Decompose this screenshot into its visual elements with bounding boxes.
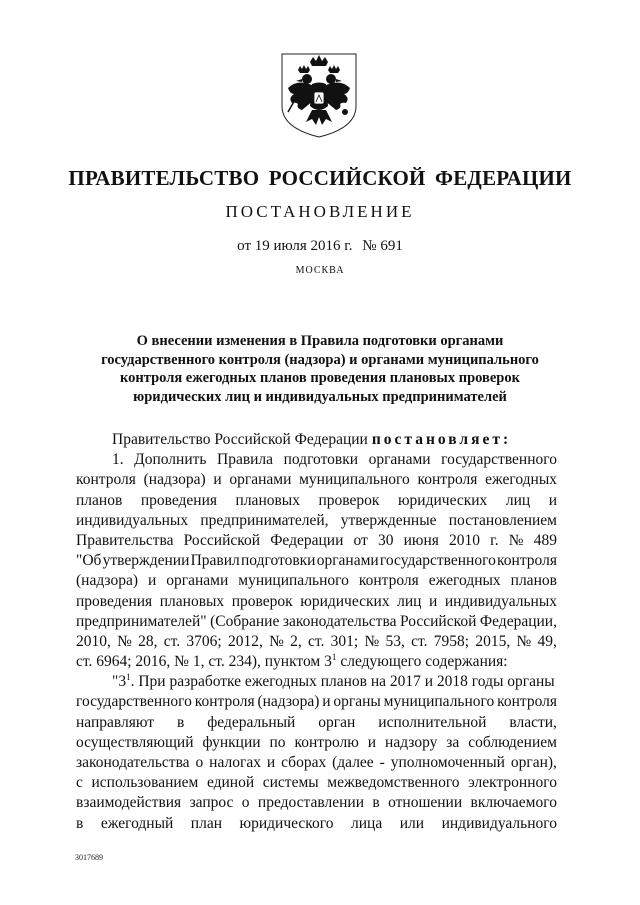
- word: 301;: [330, 632, 359, 650]
- word: плановых: [159, 592, 225, 610]
- word: лиц: [505, 491, 531, 509]
- subject-line: юридических лиц и индивидуальных предпринимателей: [133, 388, 507, 405]
- word: -: [379, 754, 385, 771]
- word: органами: [166, 572, 229, 590]
- word: орган: [318, 713, 356, 731]
- double-headed-eagle-icon: [276, 48, 362, 140]
- word: в: [176, 713, 185, 731]
- word: о: [241, 794, 250, 812]
- word: г.: [490, 531, 499, 549]
- text-line: [76, 551, 557, 571]
- word: органы: [333, 693, 381, 711]
- word: Федерации,: [479, 612, 557, 630]
- word: ст.: [163, 632, 181, 650]
- text-line: [76, 592, 557, 612]
- word: государственного: [379, 552, 496, 570]
- word: Правительства: [76, 531, 174, 549]
- word: индивидуальных: [444, 592, 557, 610]
- text-line: [76, 733, 557, 753]
- word: №: [117, 632, 132, 650]
- word: контроля: [497, 693, 557, 711]
- word: 49,: [537, 632, 557, 650]
- word: законодательства: [76, 754, 190, 771]
- word: ежегодный: [100, 814, 174, 832]
- text-line: [76, 612, 557, 632]
- word: (Собрание: [210, 612, 280, 630]
- word: планов: [76, 491, 123, 509]
- word: Правила: [217, 451, 274, 469]
- text-line: [76, 814, 557, 834]
- superscript: 1: [331, 652, 337, 663]
- text-line: [76, 652, 557, 672]
- word: плановых: [235, 491, 300, 509]
- coat-of-arms-emblem: [276, 48, 362, 140]
- word: соблюдением: [468, 733, 557, 751]
- word: в: [372, 794, 380, 812]
- word: 7958;: [433, 632, 470, 650]
- word: "Об: [76, 552, 102, 570]
- word: органами: [368, 451, 431, 469]
- superscript: 1: [126, 672, 131, 683]
- word: и: [147, 572, 157, 590]
- word: (надзора): [257, 693, 320, 711]
- word: утвержденные: [340, 511, 437, 529]
- text-line: [76, 692, 557, 712]
- word: №: [508, 531, 524, 549]
- word: включаемого: [470, 794, 557, 812]
- word: межведомственного: [327, 774, 460, 792]
- word: предпринимателей": [76, 612, 207, 630]
- word: Федерации: [270, 531, 344, 549]
- word: отношении: [388, 794, 463, 812]
- word: уполномоченный: [390, 754, 505, 771]
- word: от: [353, 531, 368, 549]
- word: 53,: [385, 632, 405, 650]
- word: лица: [351, 814, 383, 832]
- word: юридического: [239, 814, 334, 832]
- word: государственного: [441, 451, 557, 469]
- word: законодательства: [282, 612, 397, 630]
- subject-line: государственного контроля (надзора) и органами муниципального: [101, 351, 539, 368]
- word: 2010,: [76, 632, 111, 650]
- number-sign: №: [362, 238, 377, 254]
- text-line: [76, 470, 557, 490]
- word: Правил: [190, 552, 240, 570]
- document-code: 3017689: [75, 853, 103, 862]
- word: муниципального: [238, 572, 349, 590]
- text-fragment: ст. 6964; 2016, № 1, ст. 234), пунктом $3^1$: [76, 652, 337, 671]
- word: направляют: [76, 713, 155, 731]
- word: №: [516, 632, 532, 650]
- word: 30: [377, 531, 394, 549]
- word: контроля: [194, 693, 255, 711]
- word: муниципального: [299, 471, 410, 489]
- word: государственного: [76, 693, 192, 711]
- word: использованием: [91, 774, 199, 792]
- word: исполнительной: [378, 713, 487, 731]
- word: проведения: [76, 592, 153, 610]
- document-date: 19 июля 2016 г.: [254, 238, 353, 254]
- text-line: [76, 753, 557, 773]
- word: (далее: [332, 754, 374, 771]
- preamble-text: Правительство Российской Федерации: [112, 431, 368, 448]
- word: контролю: [294, 733, 359, 751]
- word: за: [446, 733, 460, 751]
- word: с: [76, 774, 83, 792]
- text-line: [76, 713, 557, 733]
- word: ежегодных: [428, 572, 501, 590]
- text-line: [76, 450, 557, 470]
- word: органами: [229, 471, 292, 489]
- word: контроля: [497, 552, 557, 570]
- date-prefix: от: [237, 238, 252, 254]
- word: 2010: [449, 531, 481, 549]
- word: контроля: [76, 471, 136, 489]
- document-subject: [70, 332, 570, 406]
- word: 489: [533, 531, 557, 549]
- word: июня: [403, 531, 439, 549]
- word: 28,: [138, 632, 158, 650]
- text-line: [76, 511, 557, 531]
- word: ст.: [308, 632, 325, 650]
- document-type: ПОСТАНОВЛЕНИЕ: [225, 202, 415, 221]
- word: №: [269, 632, 284, 650]
- government-title: ПРАВИТЕЛЬСТВО РОССИЙСКОЙ ФЕДЕРАЦИИ: [68, 166, 572, 190]
- word: проведения: [140, 491, 217, 509]
- word: контроля: [417, 471, 478, 489]
- document-number: 691: [380, 238, 403, 254]
- word: взаимодействия: [76, 794, 182, 812]
- word: единой: [206, 774, 255, 792]
- text-line: [76, 571, 557, 591]
- word: запрос: [189, 794, 234, 812]
- word: 2,: [290, 632, 302, 650]
- word: подготовки: [283, 451, 359, 469]
- text-line: [76, 793, 557, 813]
- word: проверок: [231, 592, 293, 610]
- text-line: [76, 672, 557, 692]
- word: индивидуального: [441, 814, 557, 832]
- word: и: [367, 733, 377, 751]
- word: и: [213, 471, 222, 489]
- word: в: [76, 814, 84, 832]
- word: индивидуальных: [76, 511, 189, 529]
- word: муниципального: [383, 693, 495, 711]
- word: надзору: [385, 733, 438, 751]
- text-line: [76, 491, 557, 511]
- word: налогах: [209, 754, 261, 771]
- word: проверок: [318, 491, 380, 509]
- word: Российской: [399, 612, 477, 630]
- word: №: [364, 632, 380, 650]
- word: и: [266, 754, 276, 771]
- word: контроля: [358, 572, 419, 590]
- word: или: [399, 814, 425, 832]
- word: по: [269, 733, 286, 751]
- word: 3706;: [186, 632, 222, 650]
- word: постановлением: [448, 511, 557, 529]
- word: (надзора): [143, 471, 206, 489]
- word: 2012,: [227, 632, 263, 650]
- word: 2015,: [475, 632, 511, 650]
- word: федеральный: [207, 713, 296, 731]
- word: планов: [510, 572, 557, 590]
- word: (надзора): [76, 572, 138, 590]
- word: предоставлении: [257, 794, 364, 812]
- text-fragment: "$3^1$. При разработке ежегодных планов на 2017 и 2018 годы органы: [112, 672, 555, 691]
- text-line: [76, 773, 557, 793]
- word: и: [548, 491, 557, 509]
- word: осуществляющий: [76, 733, 194, 751]
- word: подготовки: [241, 552, 316, 570]
- word: орган),: [510, 754, 557, 771]
- word: лиц: [397, 592, 422, 610]
- preamble-line: [76, 430, 557, 450]
- word: сборах: [281, 754, 327, 771]
- text-line: [76, 531, 557, 551]
- word: план: [190, 814, 223, 832]
- word: юридических: [397, 491, 488, 509]
- word: и: [429, 592, 438, 610]
- word: ежегодных: [485, 471, 557, 489]
- word: системы: [262, 774, 319, 792]
- word: и: [322, 693, 331, 711]
- word: юридических: [300, 592, 390, 610]
- word: Дополнить: [134, 451, 207, 469]
- document-body: [76, 430, 557, 834]
- document-date-line: [0, 238, 640, 255]
- word: 1.: [112, 451, 124, 469]
- word: ст.: [411, 632, 428, 650]
- word: утверждении: [102, 552, 190, 570]
- word: функции: [202, 733, 261, 751]
- subject-line: О внесении изменения в Правила подготовки органами: [136, 333, 504, 349]
- word: власти,: [509, 713, 557, 731]
- word: органами: [316, 552, 379, 570]
- word: о: [195, 754, 204, 771]
- word: предпринимателей,: [200, 511, 329, 529]
- text-fragment: следующего содержания:: [340, 653, 508, 671]
- text-line: [76, 632, 557, 652]
- word: электронного: [468, 774, 557, 792]
- word: Российской: [183, 531, 261, 549]
- resolves-text: постановляет:: [371, 431, 512, 448]
- subject-line: контроля ежегодных планов проведения плановых проверок: [120, 370, 520, 386]
- document-city: МОСКВА: [295, 265, 345, 276]
